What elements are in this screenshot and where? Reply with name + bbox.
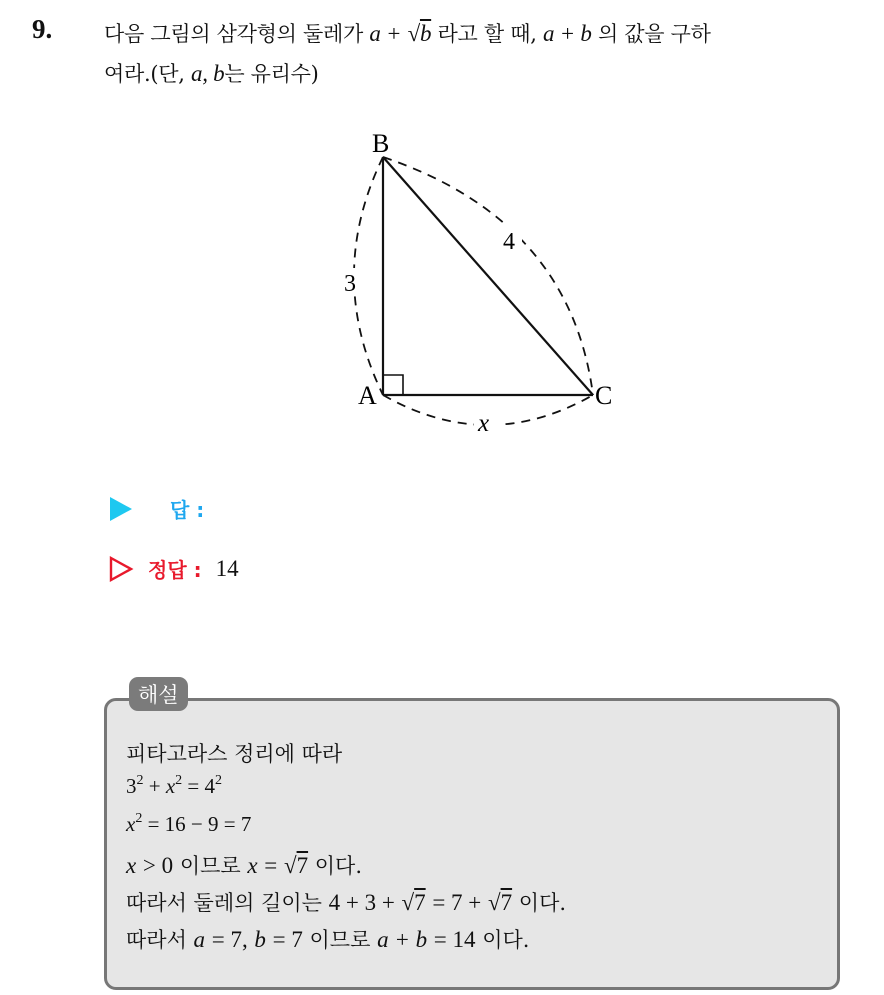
correct-answer-row [108, 554, 239, 583]
solution-line-1: 피타고라스 정리에 따라 [126, 742, 343, 766]
answer-row [108, 494, 204, 523]
solution-tag: 해설 [129, 677, 188, 711]
answer-label: 답 : [170, 498, 205, 522]
vertex-b-label: B [372, 129, 390, 158]
solution-line-2: $3^2 + x^2 = 4^2$ [126, 773, 223, 798]
side-ab-label: 3 [344, 271, 356, 297]
solution-line-3: $x^2 = 16 - 9 = 7$ [126, 811, 252, 836]
expr-a-plus: a + [369, 21, 402, 46]
question-number: 9. [32, 14, 53, 44]
sqrt-b: √b [407, 21, 432, 46]
right-angle-mark [383, 375, 403, 395]
side-bc-line [383, 157, 593, 395]
solution-line-6: 따라서 a = 7, b = 7 이므로 a + b = 14 이다. [126, 927, 530, 952]
side-bc-label: 4 [503, 229, 515, 255]
question-text-line1: 다음 그림의 삼각형의 둘레가 a + √b 라고 할 때, a + b 의 값을 구하 [104, 21, 711, 46]
side-ac-label: x [478, 410, 490, 437]
vertex-a-label: A [358, 381, 377, 410]
expr-a-plus-b: a + b [543, 21, 592, 46]
play-outline-icon [108, 556, 134, 582]
correct-answer-label: 정답 : [148, 558, 202, 582]
correct-answer-value: 14 [215, 555, 239, 581]
vertex-c-label: C [595, 381, 613, 410]
triangle-figure [330, 120, 650, 440]
solution-line-4: x > 0 이므로 x = √7 이다. [126, 853, 363, 878]
play-filled-icon [108, 496, 134, 522]
solution-line-5: 따라서 둘레의 길이는 4 + 3 + √7 = 7 + √7 이다. [126, 890, 567, 915]
question-text-line2: 여라.(단, a, b는 유리수) [104, 61, 319, 86]
